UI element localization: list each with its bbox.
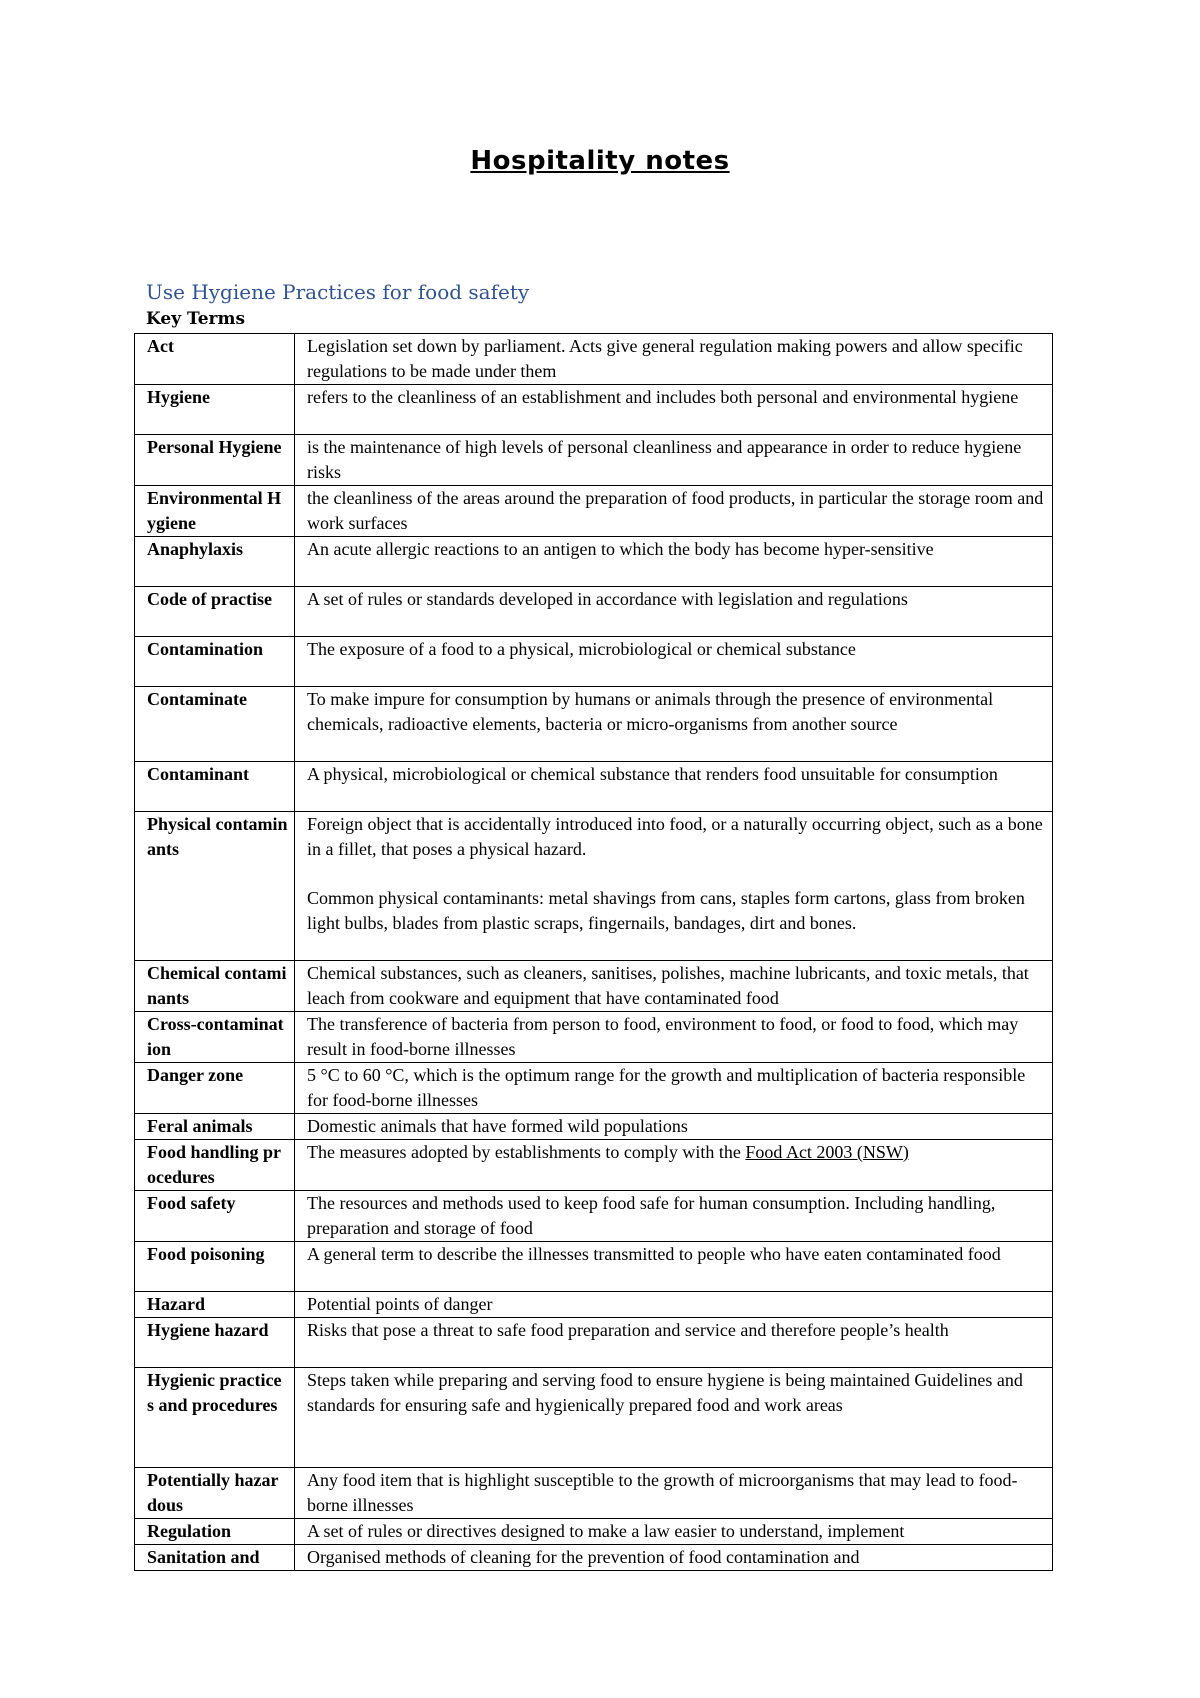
term-cell: Sanitation and [135, 1545, 295, 1571]
definition-cell: refers to the cleanliness of an establishment and includes both personal and environmental hygiene [295, 385, 1053, 435]
definition-text: The measures adopted by establishments to comply with the [307, 1142, 746, 1162]
term-cell: Food poisoning [135, 1242, 295, 1292]
term-cell: Food safety [135, 1191, 295, 1242]
page-title: Hospitality notes [470, 146, 730, 176]
term-cell: Contaminant [135, 762, 295, 812]
term-cell: Personal Hygiene [135, 435, 295, 486]
key-terms-table [134, 333, 1053, 1571]
definition-cell: Steps taken while preparing and serving food to ensure hygiene is being maintained Guidelines and standards for ensuring safe and hygienically prepared food and work areas [295, 1368, 1053, 1468]
definition-cell: Chemical substances, such as cleaners, sanitises, polishes, machine lubricants, and toxic metals, that leach from cookware and equipment that have contaminated food [295, 961, 1053, 1012]
definition-cell: A physical, microbiological or chemical substance that renders food unsuitable for consumption [295, 762, 1053, 812]
table-row [135, 1318, 1053, 1368]
section-heading: Use Hygiene Practices for food safety [146, 280, 530, 304]
table-row [135, 762, 1053, 812]
term-cell: Code of practise [135, 587, 295, 637]
definition-cell: A set of rules or standards developed in accordance with legislation and regulations [295, 587, 1053, 637]
term-cell: Regulation [135, 1519, 295, 1545]
definition-cell: is the maintenance of high levels of personal cleanliness and appearance in order to reduce hygiene risks [295, 435, 1053, 486]
definition-cell: Domestic animals that have formed wild populations [295, 1114, 1053, 1140]
table-row [135, 385, 1053, 435]
term-cell: Cross-contamination [135, 1012, 295, 1063]
term-cell: Potentially hazardous [135, 1468, 295, 1519]
table-row [135, 1012, 1053, 1063]
table-row [135, 334, 1053, 385]
table-row [135, 1114, 1053, 1140]
term-cell: Contamination [135, 637, 295, 687]
term-cell: Chemical contaminants [135, 961, 295, 1012]
definition-cell: The transference of bacteria from person to food, environment to food, or food to food, which may result in food-borne illnesses [295, 1012, 1053, 1063]
definition-cell: Legislation set down by parliament. Acts give general regulation making powers and allow specific regulations to be made under them [295, 334, 1053, 385]
definition-cell: The exposure of a food to a physical, microbiological or chemical substance [295, 637, 1053, 687]
definition-text: Foreign object that is accidentally introduced into food, or a naturally occurring object, such as a bone in a fillet, that poses a physical hazard. [307, 814, 1043, 859]
term-cell: Physical contaminants [135, 812, 295, 961]
term-cell: Contaminate [135, 687, 295, 762]
table-row [135, 1242, 1053, 1292]
term-cell: Hygiene hazard [135, 1318, 295, 1368]
term-cell: Hygiene [135, 385, 295, 435]
table-row [135, 1519, 1053, 1545]
definition-cell: To make impure for consumption by humans or animals through the presence of environmental chemicals, radioactive elements, bacteria or micro-organisms from another source [295, 687, 1053, 762]
definition-cell [295, 812, 1053, 961]
definition-cell: the cleanliness of the areas around the preparation of food products, in particular the storage room and work surfaces [295, 486, 1053, 537]
definition-cell: Any food item that is highlight susceptible to the growth of microorganisms that may lead to food-borne illnesses [295, 1468, 1053, 1519]
term-cell: Feral animals [135, 1114, 295, 1140]
table-row [135, 961, 1053, 1012]
table-row [135, 1063, 1053, 1114]
term-cell: Anaphylaxis [135, 537, 295, 587]
definition-cell: A general term to describe the illnesses transmitted to people who have eaten contaminated food [295, 1242, 1053, 1292]
table-row [135, 435, 1053, 486]
definition-extra-text: Common physical contaminants: metal shavings from cans, staples form cartons, glass from broken light bulbs, blades from plastic scraps, fingernails, bandages, dirt and bones. [307, 888, 1025, 933]
definition-cell: Risks that pose a threat to safe food preparation and service and therefore people’s health [295, 1318, 1053, 1368]
term-cell: Environmental Hygiene [135, 486, 295, 537]
table-row [135, 1191, 1053, 1242]
term-cell: Food handling procedures [135, 1140, 295, 1191]
term-cell: Act [135, 334, 295, 385]
key-terms-heading: Key Terms [146, 309, 246, 329]
definition-cell: An acute allergic reactions to an antigen to which the body has become hyper-sensitive [295, 537, 1053, 587]
table-row [135, 486, 1053, 537]
table-row [135, 1545, 1053, 1571]
definition-cell [295, 1140, 1053, 1191]
table-row [135, 587, 1053, 637]
definition-cell: A set of rules or directives designed to make a law easier to understand, implement [295, 1519, 1053, 1545]
table-row [135, 1140, 1053, 1191]
definition-cell: The resources and methods used to keep food safe for human consumption. Including handling, preparation and storage of food [295, 1191, 1053, 1242]
term-cell: Danger zone [135, 1063, 295, 1114]
table-row [135, 1468, 1053, 1519]
term-cell: Hygienic practices and procedures [135, 1368, 295, 1468]
table-row [135, 687, 1053, 762]
table-row [135, 637, 1053, 687]
table-row [135, 537, 1053, 587]
definition-cell: 5 °C to 60 °C, which is the optimum range for the growth and multiplication of bacteria responsible for food-borne illnesses [295, 1063, 1053, 1114]
term-cell: Hazard [135, 1292, 295, 1318]
definition-cell: Organised methods of cleaning for the prevention of food contamination and [295, 1545, 1053, 1571]
definition-cell: Potential points of danger [295, 1292, 1053, 1318]
table-row [135, 812, 1053, 961]
table-row [135, 1292, 1053, 1318]
food-act-link[interactable]: Food Act 2003 (NSW) [745, 1142, 909, 1162]
table-row [135, 1368, 1053, 1468]
